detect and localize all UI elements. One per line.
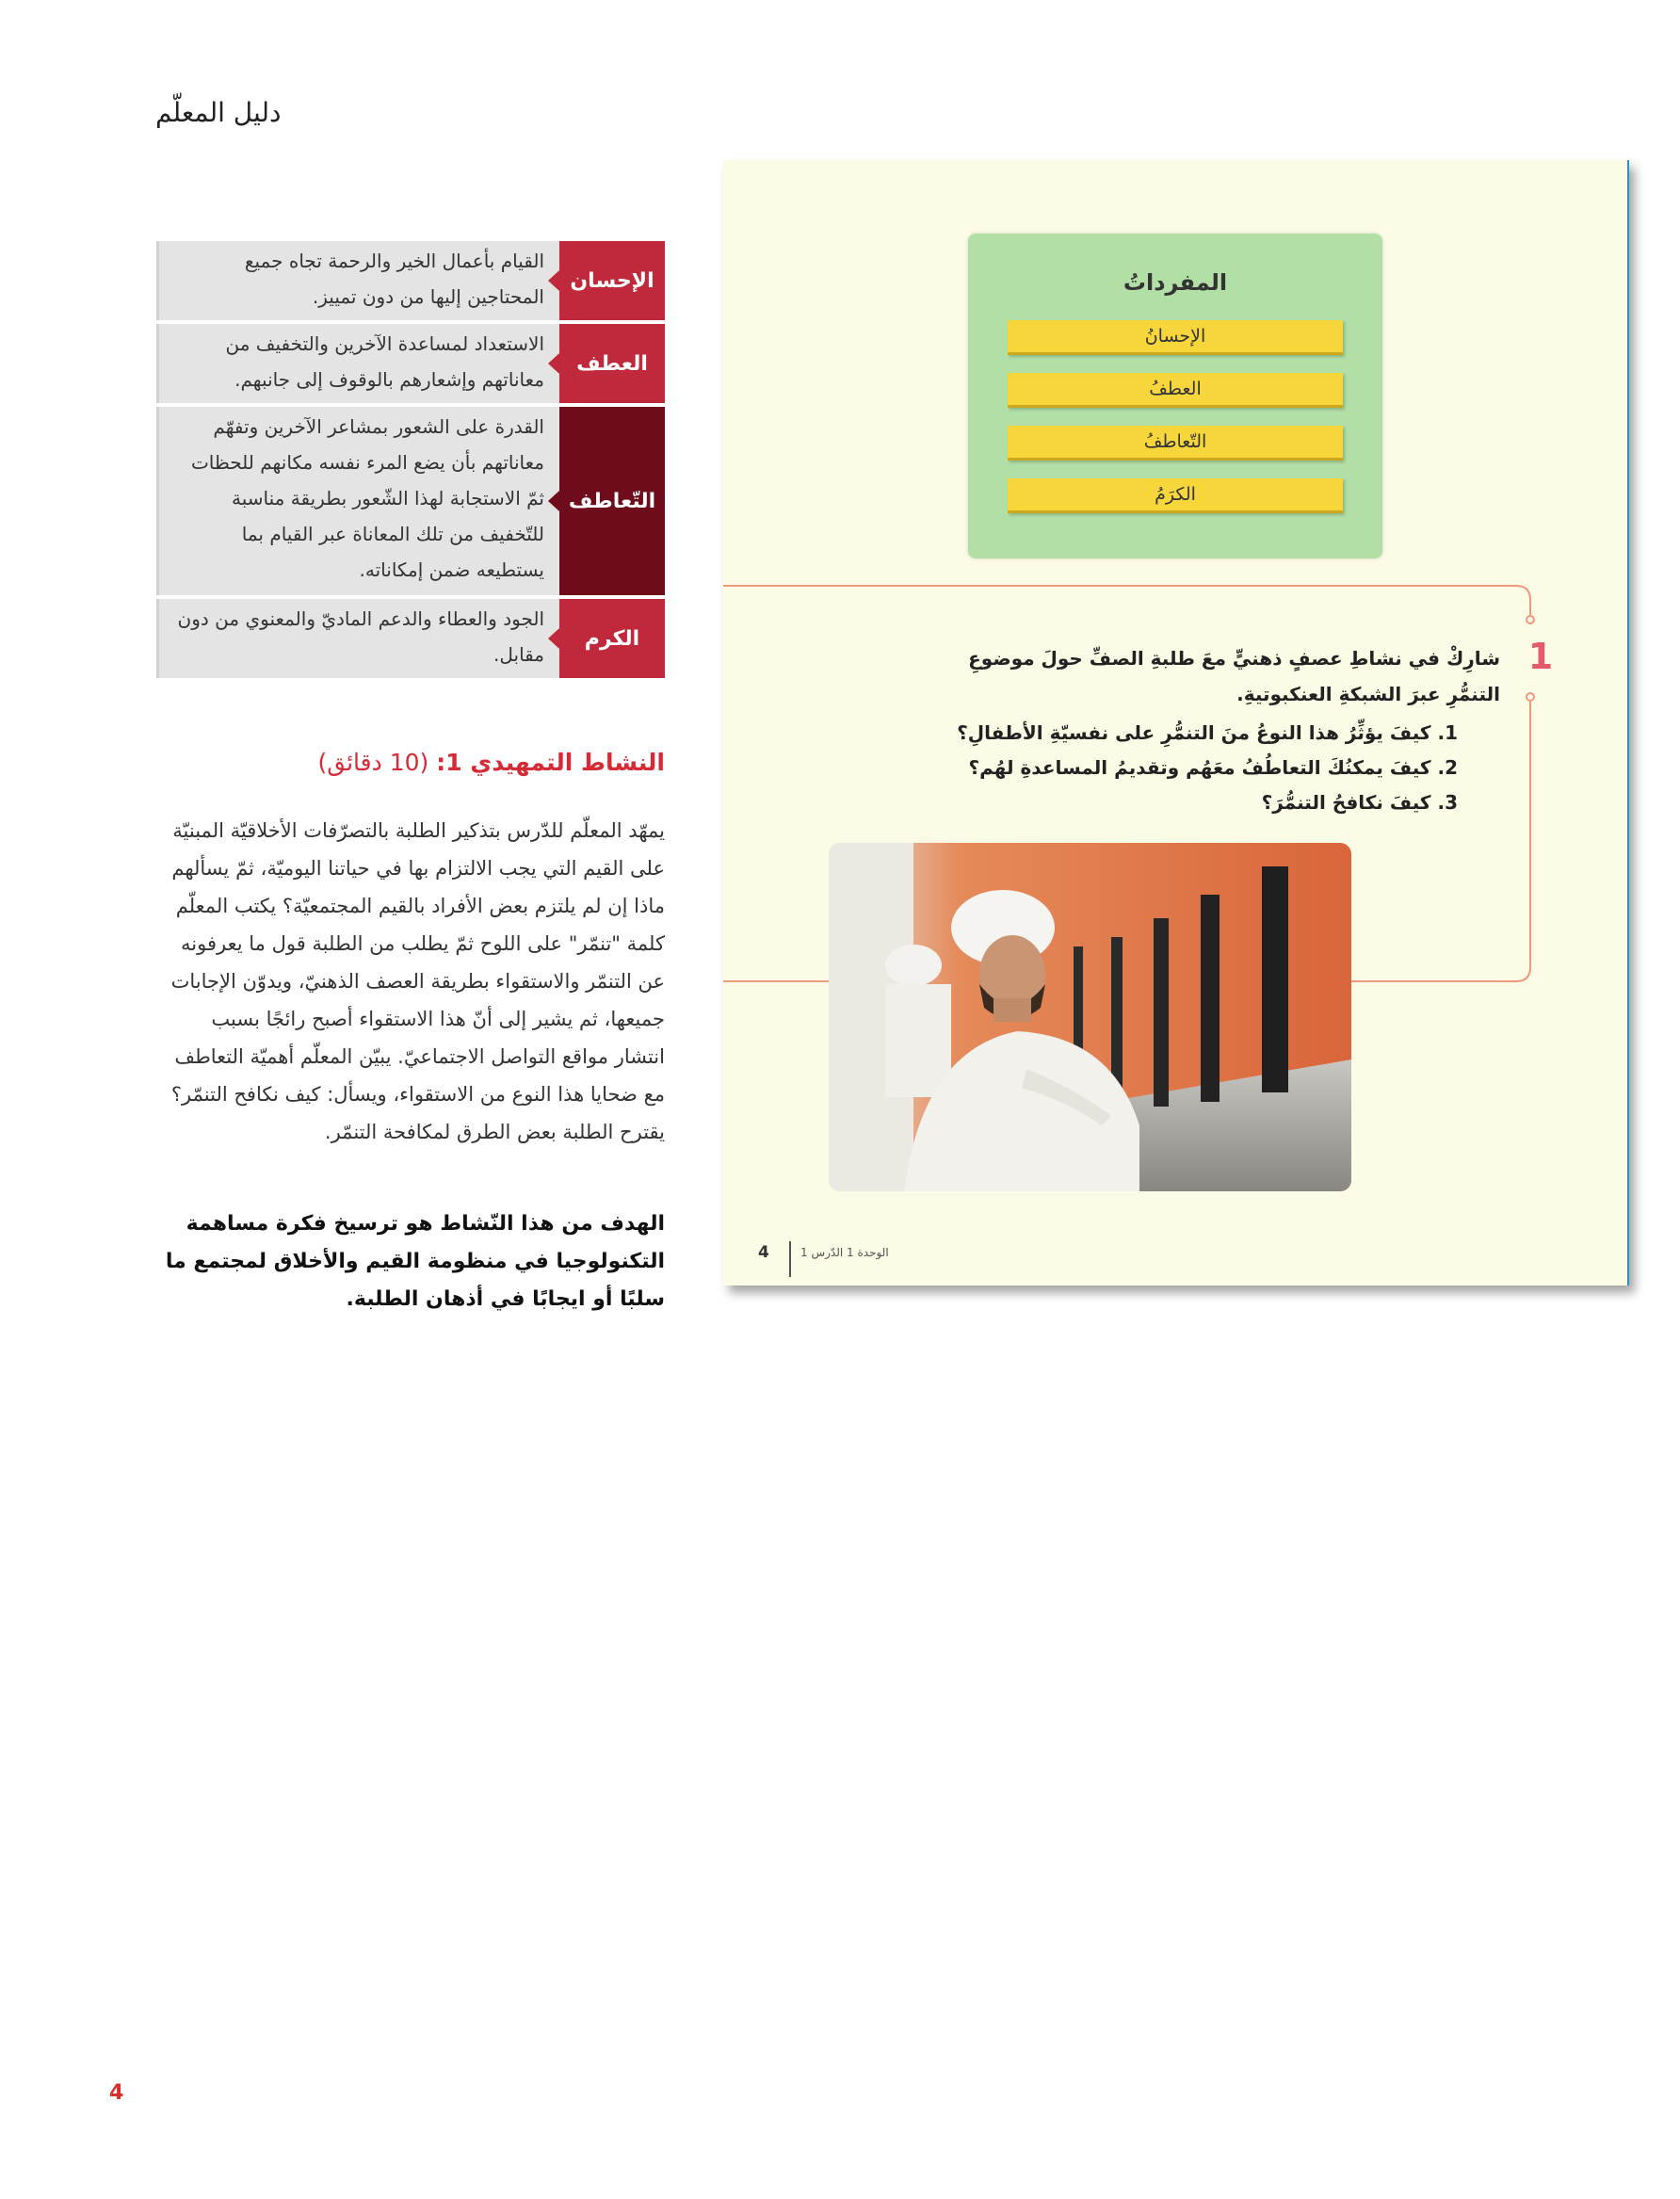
vocab-definition: القيام بأعمال الخير والرحمة تجاه جميع المحتاجين إليها من دون تمييز. [156,241,559,320]
question-item: 3. كيفَ نكافحُ التنمُّرَ؟ [1261,791,1458,814]
header-title: دليل المعلّم [155,97,282,128]
activity-title [156,749,665,776]
book-footer [723,1243,1627,1281]
activity-title-bold: النشاط التمهيدي 1: [436,749,665,776]
vocab-definition: الاستعداد لمساعدة الآخرين والتخفيف من معاناتهم وإشعارهم بالوقوف إلى جانبهم. [156,324,559,403]
footer-divider [789,1241,791,1277]
activity-goal: الهدف من هذا النّشاط هو ترسيخ فكرة مساهمة التكنولوجيا في منظومة القيم والأخلاق لمجتمع ما سلبًا أو ايجابًا في أذهان الطلبة. [165,1212,665,1311]
vocab-term: الكرم [559,599,665,678]
vocab-chip: التّعاطفُ [1008,426,1343,461]
book-unit-lesson: الوحدة 1 الدّرس 1 [800,1246,889,1259]
vocab-row-karam [156,599,665,678]
question-list [912,716,1458,820]
vocab-row-ihsan [156,241,665,320]
question-item: 2. كيفَ يمكنُكَ التعاطُفُ معَهُم وتقديمُ المساعدةِ لهُم؟ [968,756,1458,779]
page-number: 4 [109,2081,124,2105]
activity-body: يمهّد المعلّم للدّرس بتذكير الطلبة بالتصرّفات الأخلاقيّة المبنيّة على القيم التي يجب الالتزام بها في حياتنا اليوميّة، ثمّ يسألهم ماذا إن لم يلتزم بعض الأفراد بالقيم المجتمعيّة؟ يكتب المعلّم كلمة "تنمّر" على اللوح ثمّ يطلب من الطلبة قول ما يعرفونه عن التنمّر والاستقواء بطريقة العصف الذهنيّ، ويدوّن الإجابات جميعها، ثم يشير إلى أنّ هذا الاستقواء أصبح رائجًا بسبب انتشار مواقع التواصل الاجتماعيّ. يبيّن المعلّم أهميّة التعاطف مع ضحايا هذا النوع من الاستقواء، ويسأل: كيف نكافح التنمّر؟ يقترح الطلبة بعض الطرق لمكافحة التنمّر. [170,819,665,1143]
vocab-definition: القدرة على الشعور بمشاعر الآخرين وتفهّم معاناتهم بأن يضع المرء نفسه مكانهم للحظات ثمّ الاستجابة لهذا الشّعور بطريقة مناسبة للتّخفيف من تلك المعاناة عبر القيام بما يستطيعه ضمن إمكاناته. [156,407,559,595]
vocabulary-title: المفرداتُ [1123,269,1228,296]
vocab-term: التّعاطف [559,407,665,595]
students-computer-lab-photo [829,843,1351,1191]
vocab-chip: الإحسانُ [1008,320,1343,355]
question-number: 1 [1527,636,1554,677]
book-page-number: 4 [758,1243,769,1262]
vocab-chip: الكرَمُ [1008,478,1343,513]
vocab-chip: العطفُ [1008,373,1343,408]
question-item: 1. كيفَ يؤثِّرُ هذا النوعُ منَ التنمُّرِ على نفسيّةِ الأطفالِ؟ [957,721,1458,744]
vocab-term: العطف [559,324,665,403]
vocab-term: الإحسان [559,241,665,320]
vocab-definition: الجود والعطاء والدعم الماديّ والمعنوي من دون مقابل. [156,599,559,678]
question-intro: شارِكْ في نشاطِ عصفٍ ذهنيٍّ معَ طلبةِ الصفِّ حولَ موضوعِ التنمُّرِ عبرَ الشبكةِ العنكبوتيةِ. [968,647,1500,705]
student-book-page [723,160,1629,1285]
activity-duration: (10 دقائق) [317,749,429,776]
vocabulary-table [156,241,665,682]
vocab-row-taatuf [156,407,665,595]
vocab-row-atf [156,324,665,403]
